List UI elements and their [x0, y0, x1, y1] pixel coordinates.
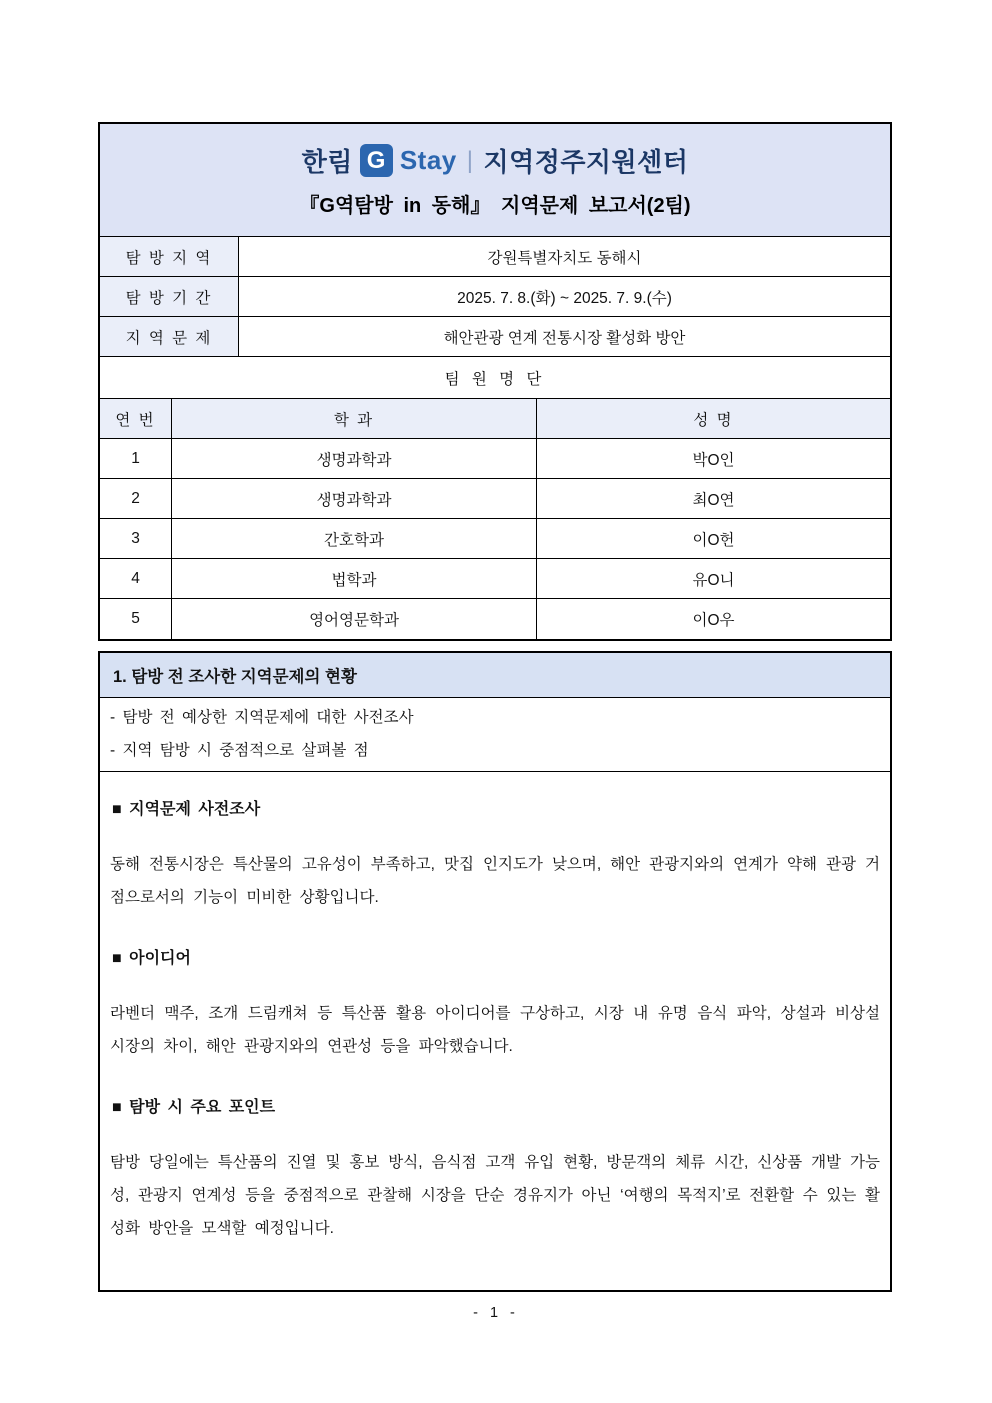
section1-table	[98, 651, 892, 1292]
section1-bullet-1: - 탐방 전 예상한 지역문제에 대한 사전조사	[110, 709, 414, 726]
table-row	[100, 439, 890, 479]
section1-bullets	[100, 698, 890, 772]
section1-title: 1. 탐방 전 조사한 지역문제의 현황	[100, 653, 890, 698]
block-body-idea: 라벤더 맥주, 조개 드림캐쳐 등 특산품 활용 아이디어를 구상하고, 시장 내 유명 음식 파악, 상설과 비상설 시장의 차이, 해안 관광지와의 연관성 등을 파악했습니다.	[110, 1005, 880, 1055]
team-header-name: 성 명	[537, 399, 890, 438]
info-value-region: 강원특별자치도 동해시	[487, 249, 642, 267]
logo-stay-text: Stay	[399, 145, 457, 175]
team-row-name: 박O인	[692, 451, 735, 469]
page-number: - 1 -	[473, 1305, 519, 1321]
table-row	[100, 559, 890, 599]
logo-hallym-text: 한림	[301, 147, 353, 177]
info-label-problem: 지 역 문 제	[100, 317, 239, 356]
block-body-presurvey: 동해 전통시장은 특산물의 고유성이 부족하고, 맛집 인지도가 낮으며, 해안 관광지와의 연계가 약해 관광 거점으로서의 기능이 미비한 상황입니다.	[110, 856, 880, 906]
report-title-band	[100, 124, 890, 237]
logo-divider: |	[466, 146, 474, 174]
g-logo-icon	[360, 144, 393, 177]
team-header-dept: 학 과	[172, 399, 537, 438]
team-row-dept: 영어영문학과	[172, 599, 537, 639]
block-heading-idea: ■ 아이디어	[112, 950, 191, 967]
team-row-name: 유O니	[692, 571, 735, 589]
team-header-no: 연 번	[100, 399, 172, 438]
team-roster-title: 팀 원 명 단	[100, 357, 890, 399]
team-row-dept: 생명과학과	[172, 439, 537, 478]
info-row-period	[100, 277, 890, 317]
info-value-problem: 해안관광 연계 전통시장 활성화 방안	[443, 329, 686, 347]
block-heading-keypoints: ■ 탐방 시 주요 포인트	[112, 1099, 276, 1116]
team-row-name: 최O연	[692, 491, 735, 509]
g-logo-letter: G	[366, 146, 386, 174]
table-row	[100, 479, 890, 519]
team-row-no: 5	[100, 599, 172, 639]
section1-body	[100, 772, 890, 1290]
logo-center-name: 지역정주지원센터	[483, 147, 689, 177]
block-heading-presurvey: ■ 지역문제 사전조사	[112, 801, 261, 818]
team-row-no: 2	[100, 479, 172, 518]
report-header-table	[98, 122, 892, 641]
team-row-no: 1	[100, 439, 172, 478]
team-row-dept: 법학과	[172, 559, 537, 598]
info-label-region: 탐 방 지 역	[100, 237, 239, 276]
info-value-period: 2025. 7. 8.(화) ~ 2025. 7. 9.(수)	[457, 289, 672, 307]
team-row-no: 3	[100, 519, 172, 558]
hallym-gstay-logo	[302, 142, 689, 179]
table-row	[100, 519, 890, 559]
team-row-dept: 간호학과	[172, 519, 537, 558]
team-row-name: 이O우	[692, 612, 735, 629]
report-title: 『G역탐방 in 동해』 지역문제 보고서(2팀)	[299, 195, 691, 217]
block-body-keypoints: 탐방 당일에는 특산품의 진열 및 홍보 방식, 음식점 고객 유입 현황, 방문객의 체류 시간, 신상품 개발 가능성, 관광지 연계성 등을 중점적으로 관찰해 시장을 단순 경유지가 아닌 ‘여행의 목적지’로 전환할 수 있는 활성화 방안을 모색할 예정입니다.	[110, 1154, 880, 1237]
info-label-period: 탐 방 기 간	[100, 277, 239, 316]
info-row-region	[100, 237, 890, 277]
document-content	[98, 122, 892, 1292]
info-row-problem	[100, 317, 890, 357]
table-row	[100, 599, 890, 639]
team-row-no: 4	[100, 559, 172, 598]
team-row-name: 이O헌	[692, 531, 735, 549]
team-table-header-row	[100, 399, 890, 439]
team-row-dept: 생명과학과	[172, 479, 537, 518]
section1-bullet-2: - 지역 탐방 시 중점적으로 살펴볼 점	[110, 742, 369, 759]
